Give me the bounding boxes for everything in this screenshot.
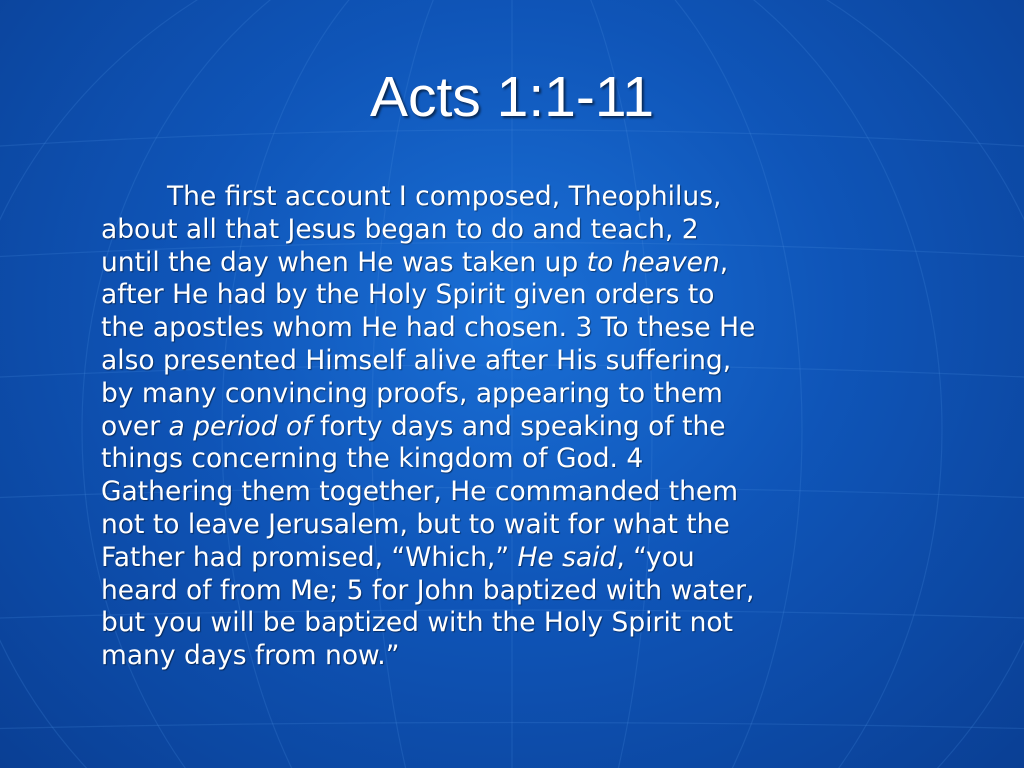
passage-line: also presented Himself alive after His suffering, xyxy=(101,344,732,376)
passage-line: Gathering them together, He commanded them xyxy=(101,476,739,508)
passage-line: The first account I composed, Theophilus, xyxy=(167,181,722,212)
passage-line: but you will be baptized with the Holy Spirit not xyxy=(101,607,734,639)
passage-line xyxy=(101,542,981,575)
passage-line: the apostles whom He had chosen. 3 To these He xyxy=(101,312,756,344)
passage-text: , xyxy=(719,246,729,278)
passage-line: not to leave Jerusalem, but to wait for what the xyxy=(101,508,730,540)
passage-italic-text: to heaven xyxy=(586,246,720,278)
passage-text: until the day when He was taken up xyxy=(101,246,587,278)
slide-title: Acts 1:1-11 xyxy=(369,65,655,129)
passage-line: things concerning the kingdom of God. 4 xyxy=(101,443,644,475)
passage-italic-text: He said xyxy=(517,541,617,573)
passage-line: after He had by the Holy Spirit given orders to xyxy=(101,279,715,311)
passage-text: , “you xyxy=(616,541,695,573)
passage-line: many days from now.” xyxy=(101,640,400,672)
scripture-passage xyxy=(101,181,981,673)
passage-text: over xyxy=(101,410,169,442)
passage-line: by many convincing proofs, appearing to them xyxy=(101,377,723,409)
passage-text: forty days and speaking of the xyxy=(311,410,726,442)
passage-line: heard of from Me; 5 for John baptized with water, xyxy=(101,574,755,606)
passage-line: about all that Jesus began to do and teach, 2 xyxy=(101,213,699,245)
passage-text: Father had promised, “Which,” xyxy=(101,541,518,573)
passage-italic-text: a period of xyxy=(168,410,312,442)
passage-line xyxy=(101,247,981,280)
passage-line xyxy=(101,411,981,444)
